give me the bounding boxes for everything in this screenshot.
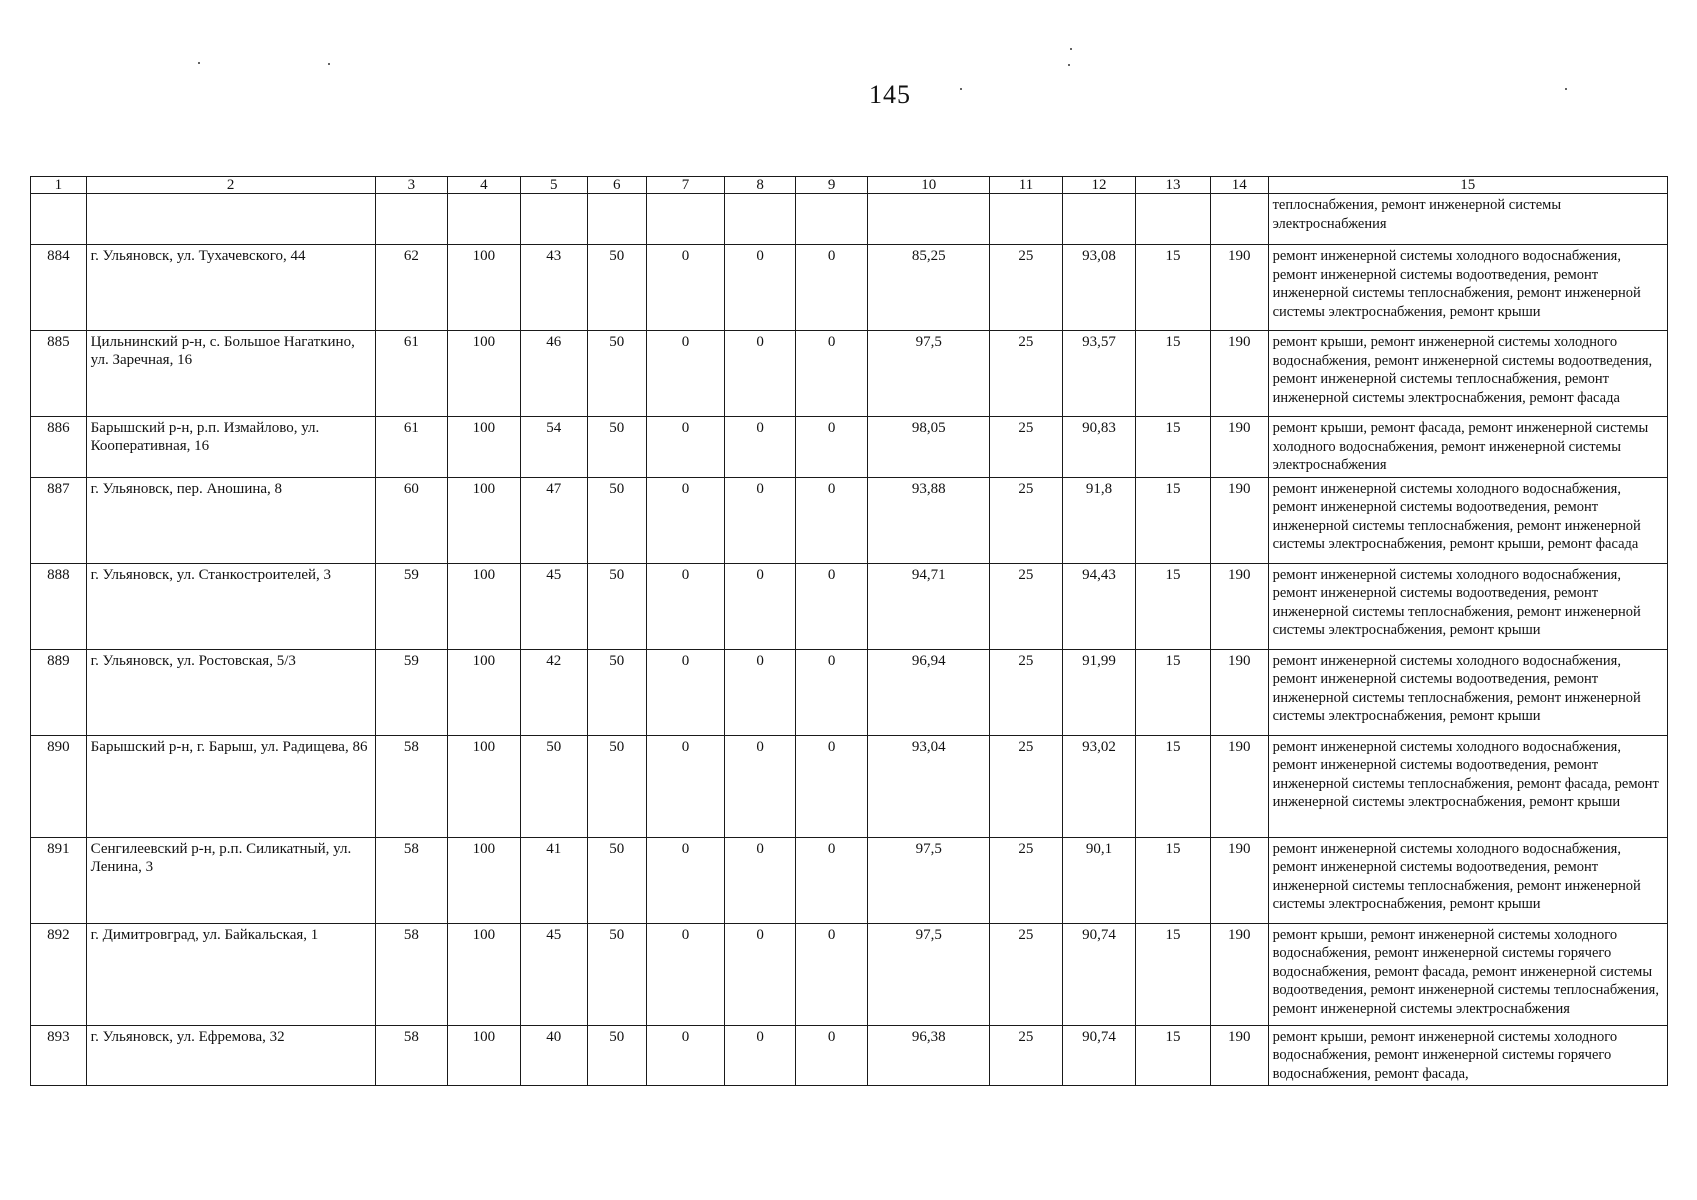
cell [990,194,1062,245]
value-cell-6: 50 [587,245,646,331]
value-cell-7: 0 [646,331,725,417]
value-cell-10: 98,05 [868,417,990,478]
value-cell-7: 0 [646,563,725,649]
works-cell: ремонт инженерной системы холодного водоснабжения, ремонт инженерной системы водоотведения, ремонт инженерной системы теплоснабжения, ремонт инженерной системы электроснабжения, ремонт крыши [1268,649,1667,735]
value-cell-6: 50 [587,563,646,649]
value-cell-6: 50 [587,417,646,478]
cell [520,194,587,245]
value-cell-12: 93,08 [1062,245,1136,331]
value-cell-8: 0 [725,245,795,331]
value-cell-3: 59 [375,649,447,735]
value-cell-8: 0 [725,563,795,649]
value-cell-3: 61 [375,331,447,417]
value-cell-8: 0 [725,331,795,417]
column-header-2: 2 [86,177,375,194]
value-cell-13: 15 [1136,563,1211,649]
works-cell: ремонт инженерной системы холодного водоснабжения, ремонт инженерной системы водоотведения, ремонт инженерной системы теплоснабжения, ремонт инженерной системы электроснабжения, ремонт крыши [1268,245,1667,331]
row-number-cell: 892 [31,923,87,1025]
value-cell-13: 15 [1136,735,1211,837]
value-cell-5: 40 [520,1025,587,1086]
value-cell-10: 93,04 [868,735,990,837]
value-cell-8: 0 [725,417,795,478]
column-header-10: 10 [868,177,990,194]
works-cell: ремонт крыши, ремонт инженерной системы холодного водоснабжения, ремонт инженерной системы горячего водоснабжения, ремонт фасада, [1268,1025,1667,1086]
cell [868,194,990,245]
value-cell-7: 0 [646,735,725,837]
value-cell-8: 0 [725,837,795,923]
table-row [31,837,1668,923]
column-header-5: 5 [520,177,587,194]
works-cell: теплоснабжения, ремонт инженерной системы электроснабжения [1268,194,1667,245]
value-cell-12: 94,43 [1062,563,1136,649]
works-cell: ремонт инженерной системы холодного водоснабжения, ремонт инженерной системы водоотведения, ремонт инженерной системы теплоснабжения, ремонт инженерной системы электроснабжения, ремонт крыши [1268,563,1667,649]
value-cell-12: 91,8 [1062,477,1136,563]
value-cell-13: 15 [1136,245,1211,331]
address-cell: Барышский р-н, р.п. Измайлово, ул. Кооперативная, 16 [86,417,375,478]
value-cell-3: 58 [375,837,447,923]
table-body [31,194,1668,1086]
value-cell-5: 45 [520,563,587,649]
value-cell-11: 25 [990,649,1062,735]
value-cell-4: 100 [448,837,520,923]
cell [86,194,375,245]
value-cell-14: 190 [1210,417,1268,478]
registry-table-wrapper [30,176,1668,1086]
value-cell-4: 100 [448,649,520,735]
value-cell-13: 15 [1136,1025,1211,1086]
value-cell-9: 0 [795,477,867,563]
value-cell-4: 100 [448,563,520,649]
value-cell-4: 100 [448,417,520,478]
table-row [31,563,1668,649]
value-cell-4: 100 [448,331,520,417]
value-cell-5: 43 [520,245,587,331]
value-cell-4: 100 [448,1025,520,1086]
value-cell-9: 0 [795,245,867,331]
value-cell-13: 15 [1136,837,1211,923]
value-cell-6: 50 [587,1025,646,1086]
value-cell-7: 0 [646,837,725,923]
column-header-12: 12 [1062,177,1136,194]
value-cell-8: 0 [725,923,795,1025]
value-cell-3: 62 [375,245,447,331]
value-cell-5: 50 [520,735,587,837]
value-cell-9: 0 [795,417,867,478]
table-row [31,1025,1668,1086]
value-cell-4: 100 [448,923,520,1025]
value-cell-12: 90,1 [1062,837,1136,923]
value-cell-14: 190 [1210,735,1268,837]
works-cell: ремонт крыши, ремонт инженерной системы холодного водоснабжения, ремонт инженерной системы водоотведения, ремонт инженерной системы теплоснабжения, ремонт инженерной системы электроснабжения, ремонт фасада [1268,331,1667,417]
value-cell-3: 61 [375,417,447,478]
column-header-7: 7 [646,177,725,194]
value-cell-12: 90,74 [1062,1025,1136,1086]
value-cell-4: 100 [448,735,520,837]
table-row-continuation [31,194,1668,245]
value-cell-5: 42 [520,649,587,735]
cell [587,194,646,245]
address-cell: г. Ульяновск, ул. Ростовская, 5/3 [86,649,375,735]
value-cell-7: 0 [646,245,725,331]
row-number-cell: 890 [31,735,87,837]
value-cell-10: 97,5 [868,923,990,1025]
value-cell-10: 85,25 [868,245,990,331]
value-cell-9: 0 [795,837,867,923]
value-cell-11: 25 [990,477,1062,563]
value-cell-13: 15 [1136,417,1211,478]
cell [375,194,447,245]
value-cell-4: 100 [448,477,520,563]
row-number-cell: 887 [31,477,87,563]
scan-speck [198,62,200,64]
cell [1062,194,1136,245]
value-cell-11: 25 [990,245,1062,331]
column-header-15: 15 [1268,177,1667,194]
value-cell-5: 45 [520,923,587,1025]
value-cell-10: 96,94 [868,649,990,735]
row-number-cell: 886 [31,417,87,478]
cell [448,194,520,245]
value-cell-11: 25 [990,923,1062,1025]
column-header-1: 1 [31,177,87,194]
value-cell-14: 190 [1210,477,1268,563]
value-cell-14: 190 [1210,837,1268,923]
value-cell-7: 0 [646,477,725,563]
address-cell: г. Ульяновск, ул. Станкостроителей, 3 [86,563,375,649]
value-cell-11: 25 [990,331,1062,417]
value-cell-14: 190 [1210,563,1268,649]
value-cell-6: 50 [587,477,646,563]
value-cell-12: 93,57 [1062,331,1136,417]
address-cell: г. Ульяновск, ул. Тухачевского, 44 [86,245,375,331]
row-number-cell: 891 [31,837,87,923]
value-cell-13: 15 [1136,923,1211,1025]
value-cell-9: 0 [795,923,867,1025]
cell [31,194,87,245]
address-cell: г. Ульяновск, пер. Аношина, 8 [86,477,375,563]
value-cell-10: 97,5 [868,837,990,923]
value-cell-7: 0 [646,1025,725,1086]
value-cell-3: 60 [375,477,447,563]
value-cell-5: 54 [520,417,587,478]
column-header-13: 13 [1136,177,1211,194]
value-cell-12: 93,02 [1062,735,1136,837]
value-cell-8: 0 [725,735,795,837]
value-cell-5: 46 [520,331,587,417]
value-cell-3: 58 [375,923,447,1025]
value-cell-3: 58 [375,1025,447,1086]
column-header-4: 4 [448,177,520,194]
cell [795,194,867,245]
column-header-11: 11 [990,177,1062,194]
works-cell: ремонт инженерной системы холодного водоснабжения, ремонт инженерной системы водоотведения, ремонт инженерной системы теплоснабжения, ремонт инженерной системы электроснабжения, ремонт крыши [1268,837,1667,923]
address-cell: Сенгилеевский р-н, р.п. Силикатный, ул. Ленина, 3 [86,837,375,923]
value-cell-12: 90,83 [1062,417,1136,478]
value-cell-9: 0 [795,1025,867,1086]
value-cell-7: 0 [646,923,725,1025]
scan-speck [328,63,330,65]
address-cell: Цильнинский р-н, с. Большое Нагаткино, ул. Заречная, 16 [86,331,375,417]
value-cell-5: 47 [520,477,587,563]
row-number-cell: 893 [31,1025,87,1086]
value-cell-6: 50 [587,649,646,735]
value-cell-10: 97,5 [868,331,990,417]
value-cell-6: 50 [587,837,646,923]
table-row [31,735,1668,837]
value-cell-8: 0 [725,649,795,735]
column-header-8: 8 [725,177,795,194]
table-row [31,923,1668,1025]
value-cell-10: 96,38 [868,1025,990,1086]
value-cell-3: 58 [375,735,447,837]
cell [646,194,725,245]
table-row [31,649,1668,735]
registry-table [30,176,1668,1086]
scan-speck [1068,64,1070,66]
value-cell-9: 0 [795,649,867,735]
value-cell-6: 50 [587,923,646,1025]
row-number-cell: 888 [31,563,87,649]
value-cell-3: 59 [375,563,447,649]
value-cell-14: 190 [1210,923,1268,1025]
table-row [31,477,1668,563]
address-cell: г. Ульяновск, ул. Ефремова, 32 [86,1025,375,1086]
column-header-3: 3 [375,177,447,194]
value-cell-5: 41 [520,837,587,923]
row-number-cell: 889 [31,649,87,735]
address-cell: г. Димитровград, ул. Байкальская, 1 [86,923,375,1025]
page-number: 145 [869,80,911,109]
column-header-9: 9 [795,177,867,194]
value-cell-6: 50 [587,331,646,417]
value-cell-13: 15 [1136,331,1211,417]
scan-speck [1070,48,1072,50]
value-cell-8: 0 [725,477,795,563]
value-cell-14: 190 [1210,1025,1268,1086]
value-cell-10: 93,88 [868,477,990,563]
value-cell-7: 0 [646,417,725,478]
value-cell-7: 0 [646,649,725,735]
address-cell: Барышский р-н, г. Барыш, ул. Радищева, 86 [86,735,375,837]
value-cell-11: 25 [990,417,1062,478]
value-cell-9: 0 [795,563,867,649]
works-cell: ремонт инженерной системы холодного водоснабжения, ремонт инженерной системы водоотведения, ремонт инженерной системы теплоснабжения, ремонт фасада, ремонт инженерной системы электроснабжения, ремонт крыши [1268,735,1667,837]
table-row [31,245,1668,331]
value-cell-13: 15 [1136,477,1211,563]
row-number-cell: 885 [31,331,87,417]
value-cell-10: 94,71 [868,563,990,649]
column-header-14: 14 [1210,177,1268,194]
works-cell: ремонт крыши, ремонт фасада, ремонт инженерной системы холодного водоснабжения, ремонт инженерной системы электроснабжения [1268,417,1667,478]
value-cell-6: 50 [587,735,646,837]
column-number-header [31,177,1668,194]
value-cell-13: 15 [1136,649,1211,735]
value-cell-11: 25 [990,563,1062,649]
works-cell: ремонт инженерной системы холодного водоснабжения, ремонт инженерной системы водоотведения, ремонт инженерной системы теплоснабжения, ремонт инженерной системы электроснабжения, ремонт крыши, ремонт фасада [1268,477,1667,563]
value-cell-9: 0 [795,331,867,417]
value-cell-11: 25 [990,1025,1062,1086]
value-cell-8: 0 [725,1025,795,1086]
value-cell-11: 25 [990,837,1062,923]
cell [1136,194,1211,245]
value-cell-14: 190 [1210,331,1268,417]
cell [1210,194,1268,245]
value-cell-9: 0 [795,735,867,837]
table-row [31,417,1668,478]
value-cell-14: 190 [1210,245,1268,331]
table-row [31,331,1668,417]
value-cell-11: 25 [990,735,1062,837]
value-cell-12: 90,74 [1062,923,1136,1025]
works-cell: ремонт крыши, ремонт инженерной системы холодного водоснабжения, ремонт инженерной системы горячего водоснабжения, ремонт фасада, ремонт инженерной системы водоотведения, ремонт инженерной системы теплоснабжения, ремонт инженерной системы электроснабжения [1268,923,1667,1025]
row-number-cell: 884 [31,245,87,331]
cell [725,194,795,245]
value-cell-14: 190 [1210,649,1268,735]
value-cell-12: 91,99 [1062,649,1136,735]
value-cell-4: 100 [448,245,520,331]
column-header-6: 6 [587,177,646,194]
